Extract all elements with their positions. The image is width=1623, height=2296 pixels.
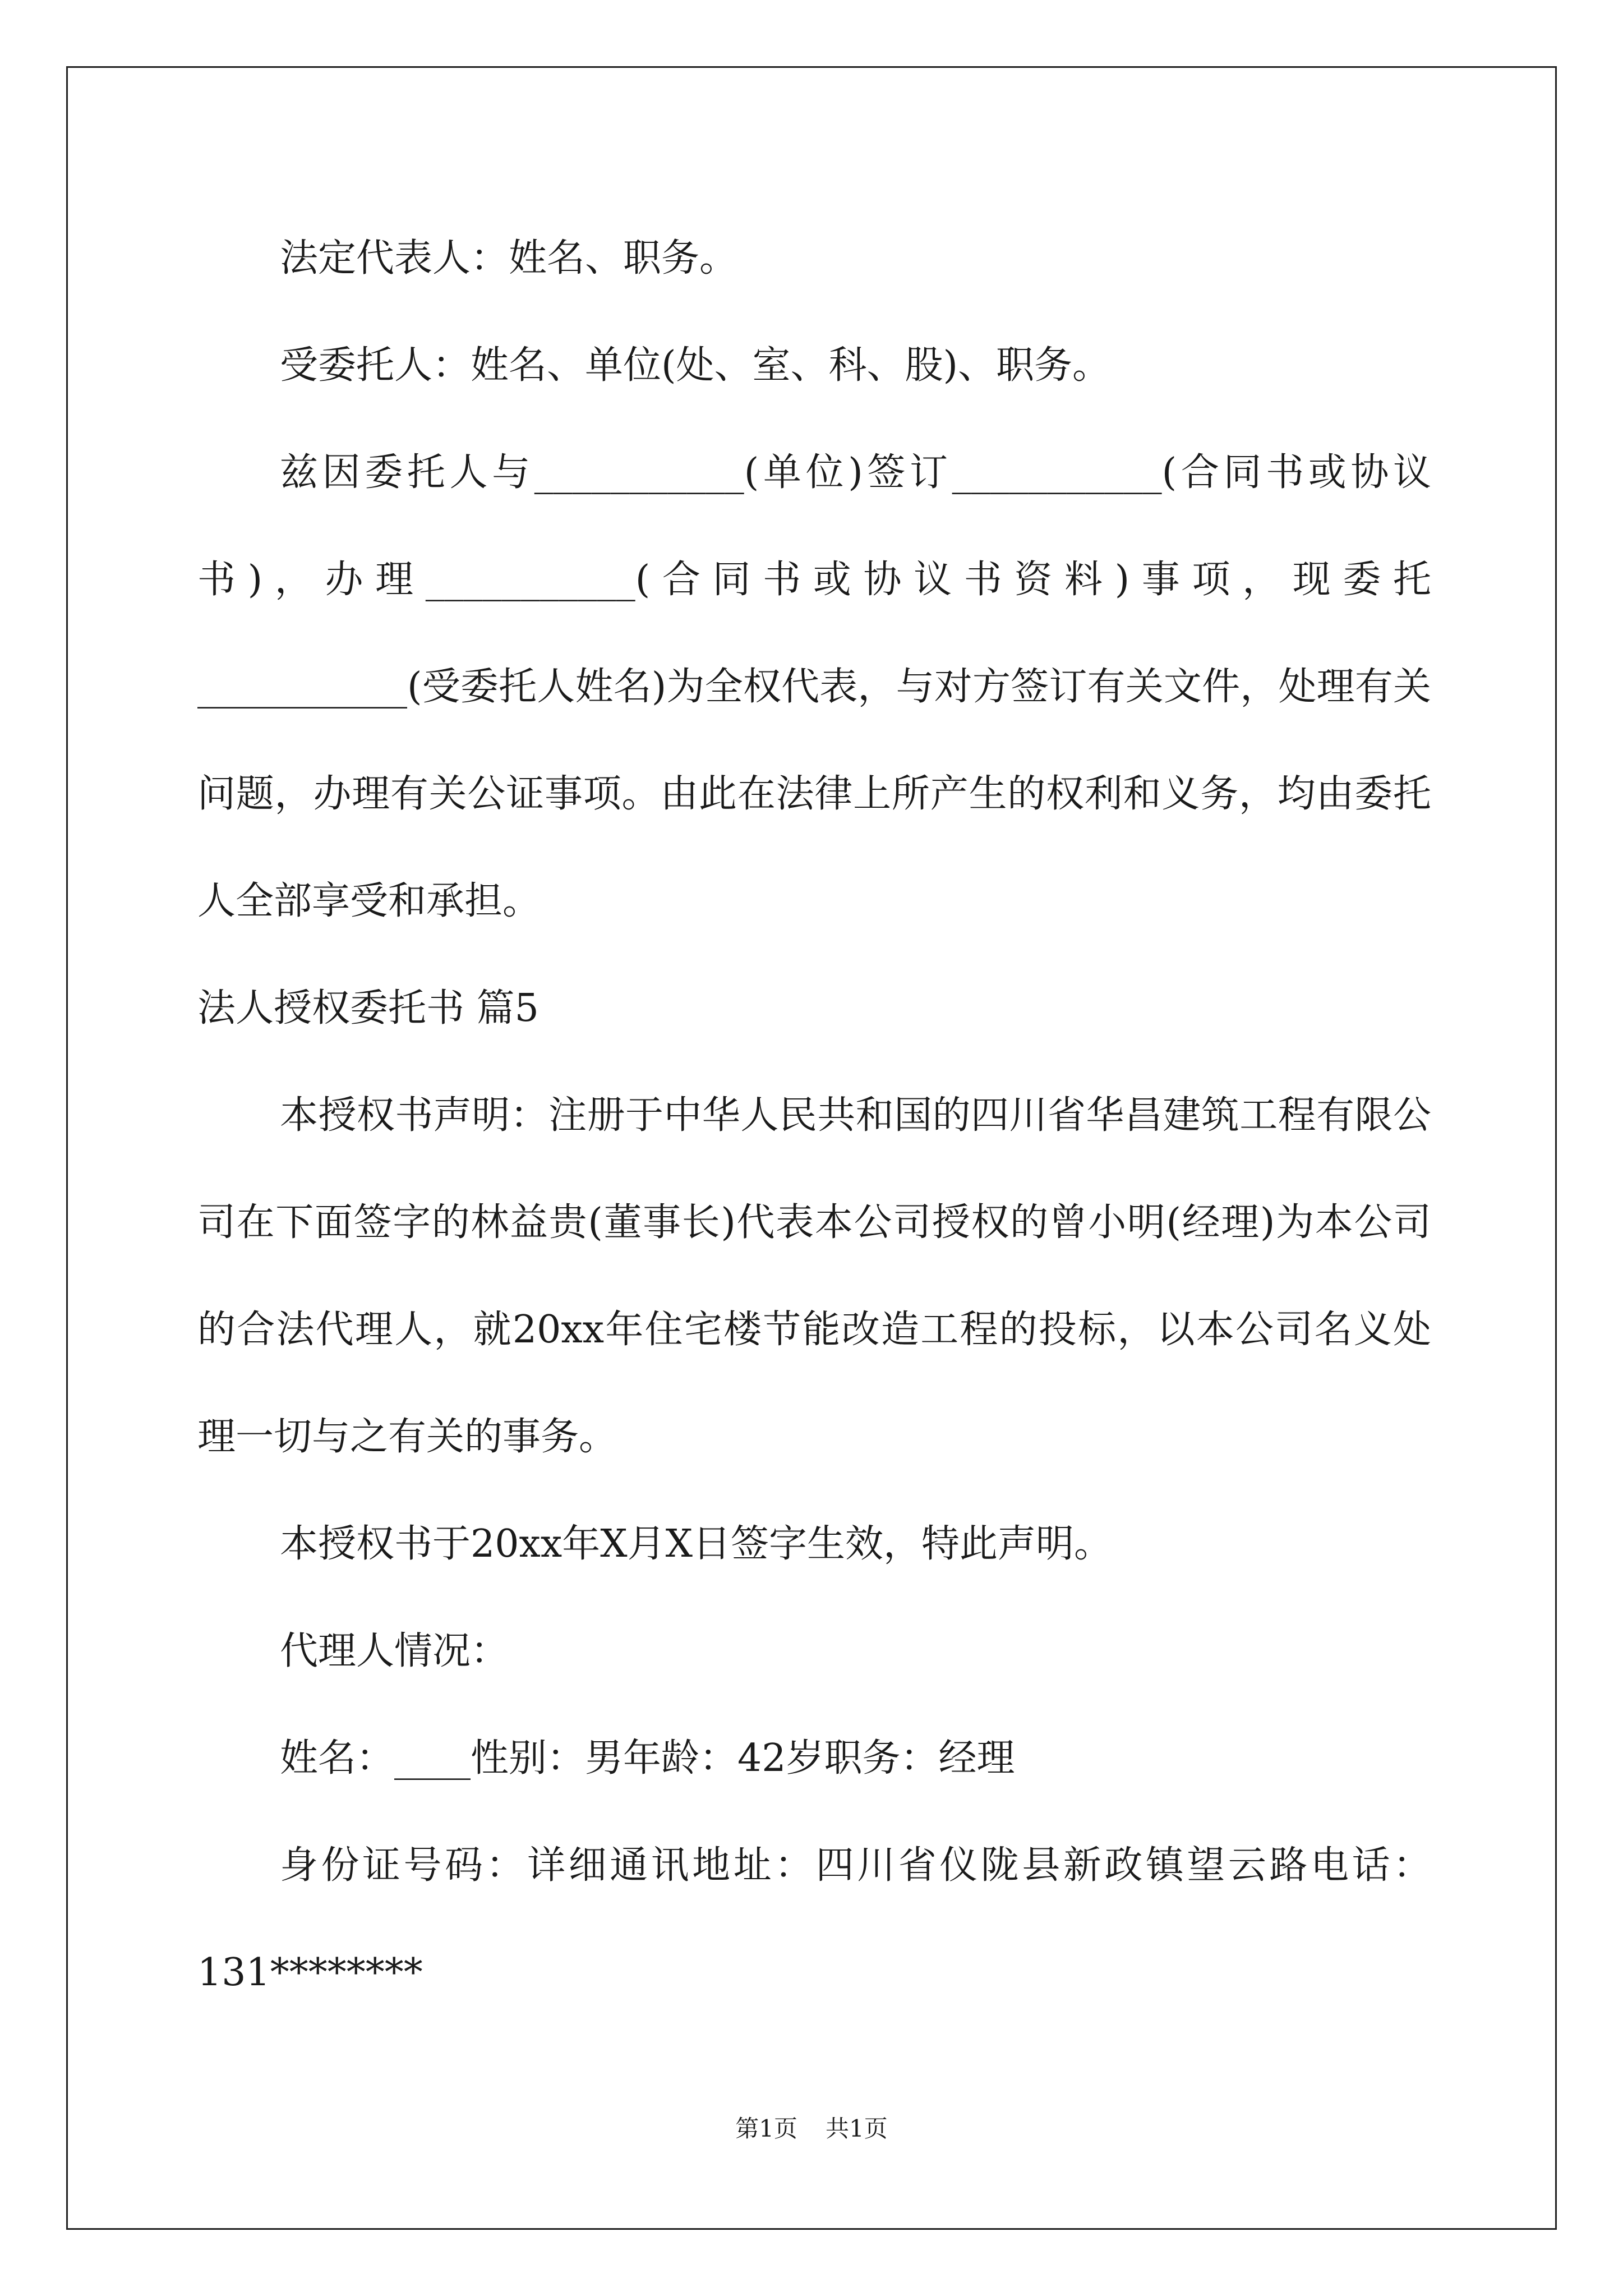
paragraph-agent-info-label: 代理人情况： [280,1629,509,1673]
paragraph-legal-representative: 法定代表人：姓名、职务。 [280,236,738,280]
paragraph-declaration: 本授权书声明：注册于中华人民共和国的四川省华昌建筑工程有限公司在下面签字的林益贵(董事长)代表本公司授权的曾小明(经理)为本公司的合法代理人，就20xx年住宅楼节能改造工程的投标，以本公司名义处理一切与之有关的事务。 [197,1093,1431,1459]
paragraph-trustee: 受委托人：姓名、单位(处、室、科、股)、职务。 [280,343,1111,388]
page-total: 共1页 [826,2115,888,2142]
page-number: 第1页 [735,2115,797,2142]
paragraph-effective-date: 本授权书于20xx年X月X日签字生效，特此声明。 [280,1522,1113,1566]
paragraph-authorization-body: 兹因委托人与___________(单位)签订___________(合同书或协议书)，办理___________(合同书或协议书资料)事项，现委托___________(受委托人姓名)为全权代表，与对方签订有关文件，处理有关问题，办理有关公证事项。由此在法律上所产生的权利和义务，均由委托人全部享受和承担。 [197,450,1431,923]
section-heading: 法人授权委托书 篇5 [197,986,539,1030]
document-body [197,205,1431,2026]
page-footer [0,2110,1623,2144]
paragraph-agent-contact: 身份证号码：详细通讯地址：四川省仪陇县新政镇望云路电话：131******** [197,1843,1431,1995]
paragraph-agent-details: 姓名：____性别：男年龄：42岁职务：经理 [280,1736,1015,1780]
